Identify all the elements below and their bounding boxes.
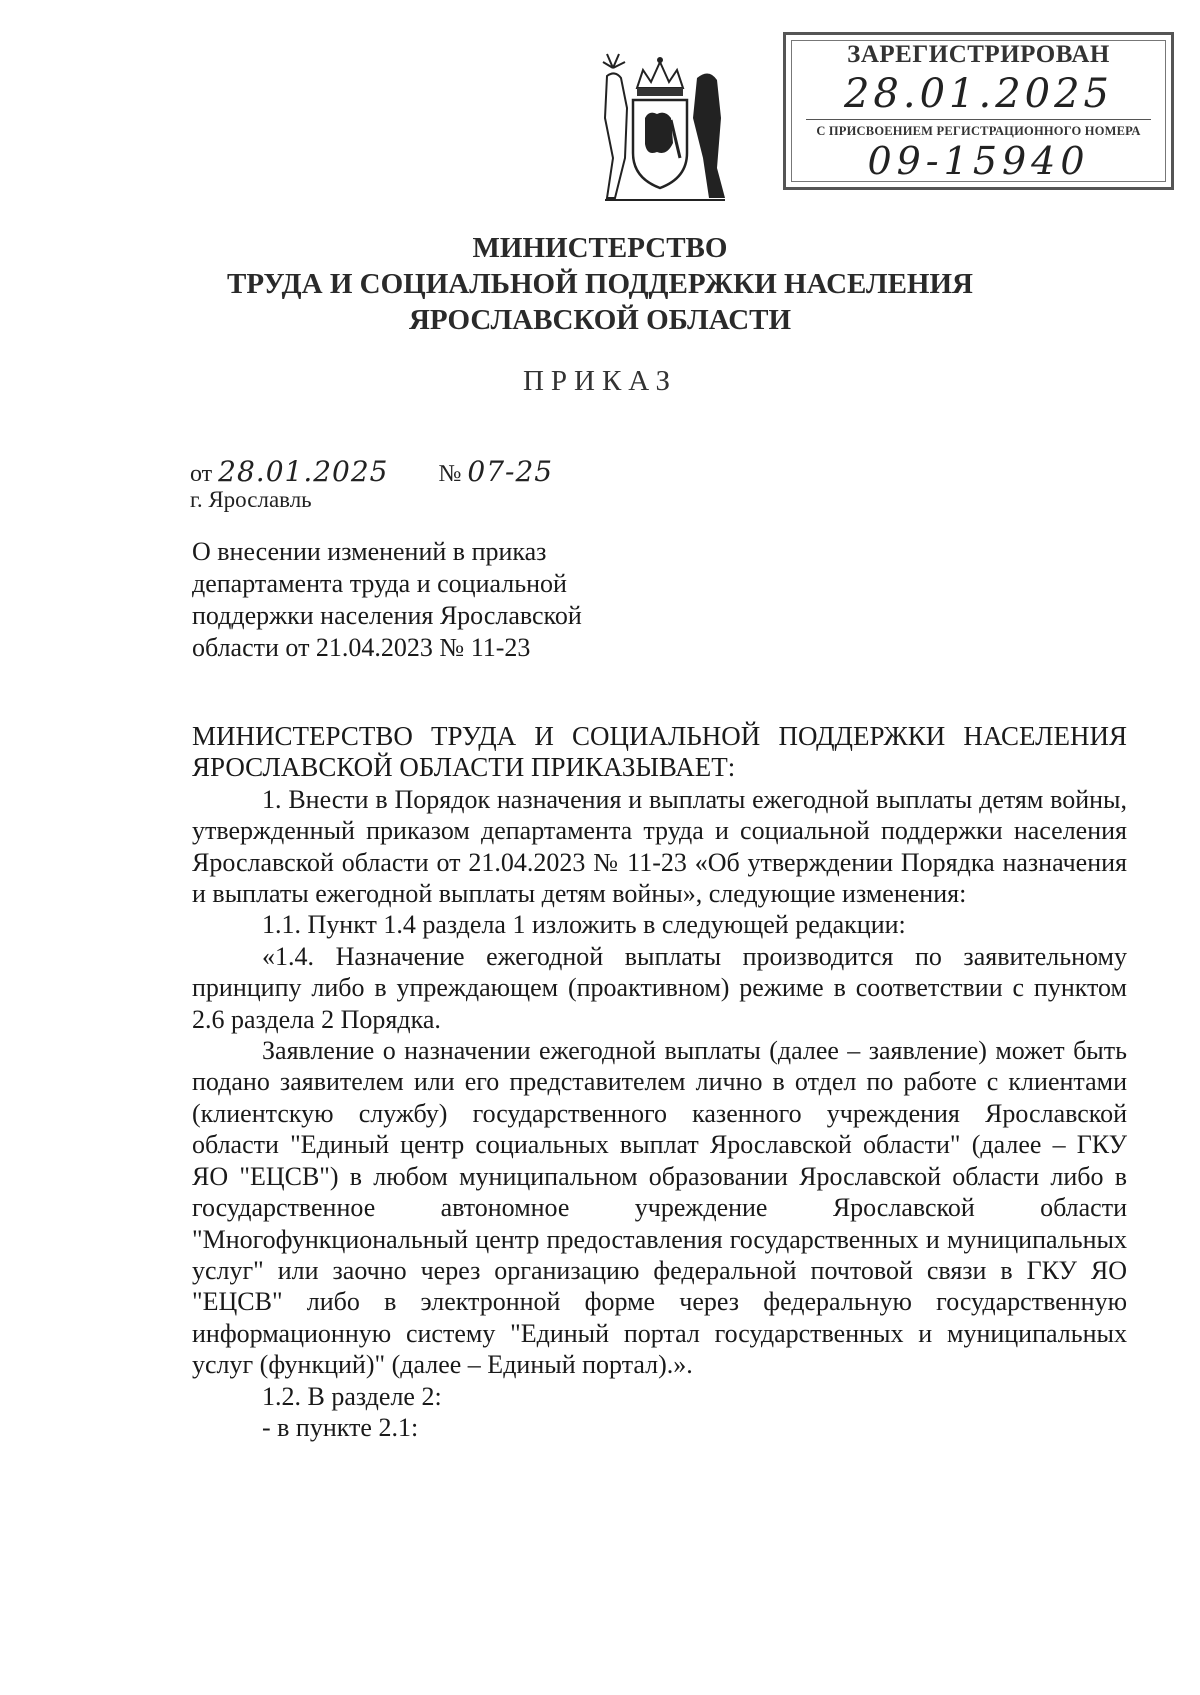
stamp-subtitle: С ПРИСВОЕНИЕМ РЕГИСТРАЦИОННОГО НОМЕРА — [816, 124, 1141, 138]
subject-line: поддержки населения Ярославской — [192, 601, 582, 630]
order-body — [192, 721, 1127, 1443]
date-prefix: от — [190, 461, 213, 487]
stamp-handwritten-number: 09-15940 — [867, 139, 1090, 183]
order-date-line — [190, 455, 553, 488]
paragraph-application: Заявление о назначении ежегодной выплаты (далее – заявление) может быть подано заявителем или его представителем лично в отдел по работе с клиентами (клиентскую службу) государственного казенного учреждения Ярославской области "Единый центр социальных выплат Ярославской области" (далее – ГКУ ЯО "ЕЦСВ") в любом муниципальном образовании Ярославской области либо в государственное автономное учреждение Ярославской области "Многофункциональный центр предоставления государственных и муниципальных услуг" или заочно через организацию федеральной почтовой связи в ГКУ ЯО "ЕЦСВ" либо в электронной форме через федеральную государственную информационную систему "Единый портал государственных и муниципальных услуг (функций)" (далее – Единый портал).». — [192, 1036, 1127, 1380]
organization-name — [0, 230, 1200, 338]
document-type: ПРИКАЗ — [522, 365, 678, 397]
org-line-1: МИНИСТЕРСТВО — [472, 232, 728, 264]
subject-line: области от 21.04.2023 № 11-23 — [192, 633, 531, 662]
paragraph-1-2: 1.2. В разделе 2: — [262, 1381, 442, 1411]
order-subject — [192, 536, 632, 664]
number-prefix: № — [438, 461, 462, 487]
subject-line: О внесении изменений в приказ — [192, 537, 547, 566]
stamp-divider — [806, 119, 1151, 120]
paragraph-1: 1. Внести в Порядок назначения и выплаты ежегодной выплаты детям войны, утвержденный приказом департамента труда и социальной поддержки населения Ярославской области от 21.04.2023 № 11-23 «Об утверждении Порядка назначения и выплаты ежегодной выплаты детям войны», следующие изменения: — [192, 784, 1127, 909]
yaroslavl-coat-of-arms-icon — [585, 48, 735, 208]
paragraph-1-1: 1.1. Пункт 1.4 раздела 1 изложить в следующей редакции: — [262, 910, 906, 940]
preamble: МИНИСТЕРСТВО ТРУДА И СОЦИАЛЬНОЙ ПОДДЕРЖКИ НАСЕЛЕНИЯ ЯРОСЛАВСКОЙ ОБЛАСТИ ПРИКАЗЫВАЕТ: — [192, 721, 1127, 783]
org-line-2: ТРУДА И СОЦИАЛЬНОЙ ПОДДЕРЖКИ НАСЕЛЕНИЯ — [227, 268, 973, 300]
stamp-title: ЗАРЕГИСТРИРОВАН — [847, 41, 1110, 68]
order-date: 28.01.2025 — [218, 455, 389, 488]
org-line-3: ЯРОСЛАВСКОЙ ОБЛАСТИ — [408, 304, 792, 336]
order-number: 07-25 — [467, 455, 554, 488]
registration-stamp — [783, 32, 1174, 190]
subject-line: департамента труда и социальной — [192, 569, 567, 598]
order-city: г. Ярославль — [190, 487, 312, 512]
stamp-handwritten-date: 28.01.2025 — [843, 71, 1114, 117]
paragraph-2-1: - в пункте 2.1: — [262, 1412, 419, 1442]
paragraph-1-4-text: «1.4. Назначение ежегодной выплаты производится по заявительному принципу либо в упреждающем (проактивном) режиме в соответствии с пунктом 2.6 раздела 2 Порядка. — [192, 941, 1127, 1034]
